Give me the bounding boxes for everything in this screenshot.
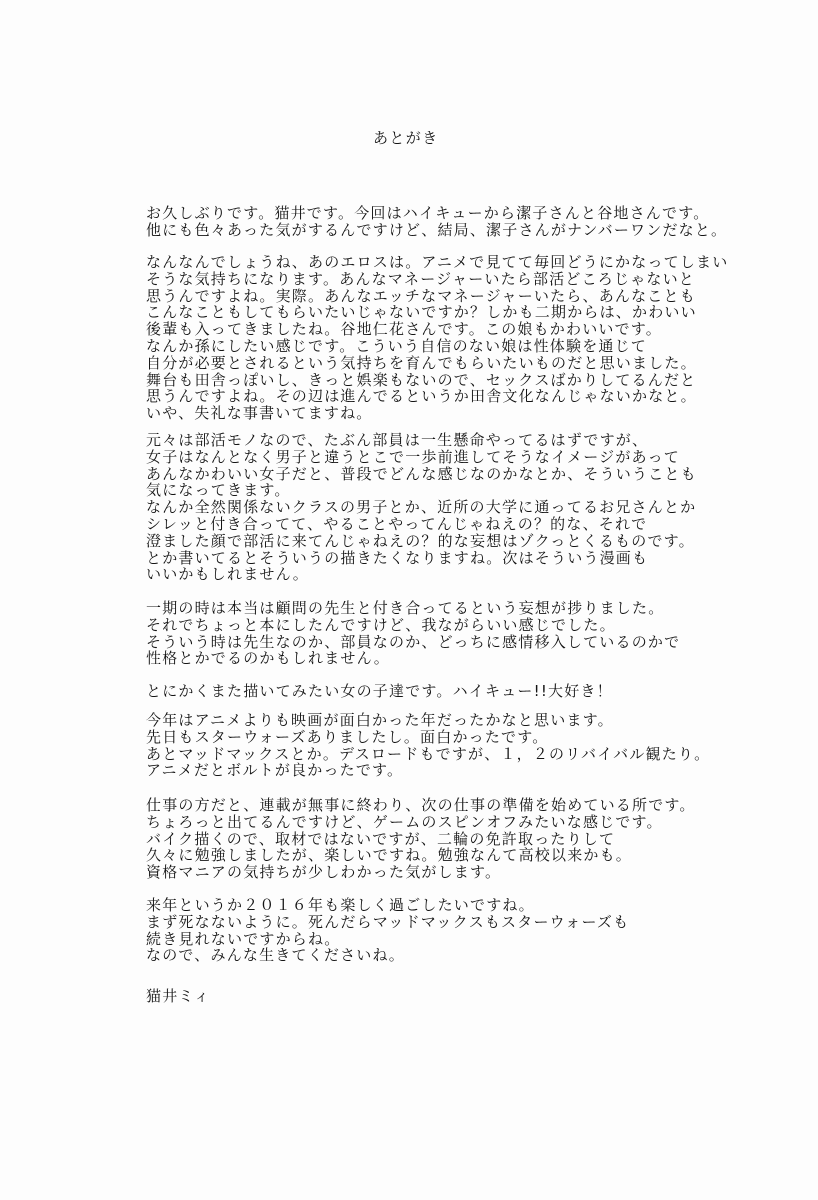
text-line: 資格マニアの気持ちが少しわかった気がします。	[146, 863, 502, 882]
paragraph	[146, 600, 680, 667]
text-line: 女子はなんとなく男子と違うとこで一歩前進してそうなイメージがあって	[146, 447, 681, 466]
text-line: なんなんでしょうね、あのエロスは。アニメで見てて毎回どうにかなってしまい	[146, 253, 729, 271]
text-line: シレッと付き合ってて、やることやってんじゃねえの？的な、それで	[146, 514, 648, 533]
text-line: 続き見れないですからね。	[146, 929, 341, 948]
text-line: バイク描くので、取材ではないですが、二輪の免許取ったりして	[146, 829, 616, 848]
text-line: なんか孫にしたい感じです。こういう自信のない娘は性体験を通じて	[146, 336, 648, 355]
paragraph	[146, 254, 728, 422]
text-line: 舞台も田舎っぽいし、きっと娯楽もないので、セックスばかりしてるんだと	[146, 370, 697, 389]
text-line: 仕事の方だと、連載が無事に終わり、次の仕事の準備を始めている所です。	[146, 796, 696, 814]
paragraph	[146, 712, 710, 779]
text-line: いいかもしれません。	[146, 565, 309, 584]
text-line: アニメだとボルトが良かったです。	[146, 761, 404, 780]
paragraph	[146, 897, 629, 964]
text-line: 久々に勉強しましたが、楽しいですね。勉強なんて高校以来かも。	[146, 846, 633, 865]
text-line: 澄ました顔で部活に来てんじゃねえの？的な妄想はゾクっとくるものです。	[146, 531, 695, 550]
paragraph-greeting	[146, 205, 727, 239]
text-line: 性格とかでるのかもしれません。	[146, 649, 390, 668]
text-line: なので、みんな生きてくださいね。	[146, 946, 405, 965]
text-line: 思うんですよね。その辺は進んでるというか田舎文化なんじゃないかなと。	[146, 387, 697, 406]
text-line: そういう時は先生なのか、部員なのか、どっちに感情移入しているのかで	[146, 632, 681, 651]
text-line: あんなかわいい女子だと、普段でどんな感じなのかなとか、そういうことも	[146, 464, 697, 483]
text-line: あとマッドマックスとか。デスロードもですが、１，２のリバイバル観たり。	[146, 744, 711, 763]
paragraph	[146, 683, 613, 700]
text-line: 後輩も入ってきましたね。谷地仁花さんです。この娘もかわいいです。	[146, 320, 663, 339]
text-line: 自分が必要とされるという気持ちを育んでもらいたいものだと思いました。	[146, 353, 697, 372]
text-line: そうな気持ちになります。あんなマネージャーいたら部活どころじゃないと	[146, 269, 696, 288]
text-line: ちょろっと出てるんですけど、ゲームのスピンオフみたいな感じです。	[146, 812, 663, 831]
text-line: なんか全然関係ないクラスの男子とか、近所の大学に通ってるお兄さんとか	[146, 498, 697, 517]
author-signature: 猫井ミィ	[146, 987, 211, 1005]
page-title: あとがき	[373, 129, 439, 147]
text-line: 元々は部活モノなので、たぶん部員は一生懸命やってるはずですが、	[146, 431, 649, 449]
text-line: とにかくまた描いてみたい女の子達です。ハイキュー!!大好き！	[146, 682, 613, 700]
text-line: 他にも色々あった気がするんですけど、結局、潔子さんがナンバーワンだなと。	[146, 220, 728, 239]
text-line: とか書いてるとそういうの描きたくなりますね。次はそういう漫画も	[146, 548, 649, 567]
text-line: 来年というか２０１６年も楽しく過ごしたいですね。	[146, 896, 535, 914]
text-line: 一期の時は本当は顧問の先生と付き合ってるという妄想が捗りました。	[146, 599, 665, 617]
text-line: 気になってきます。	[146, 481, 291, 500]
text-line: こんなこともしてもらいたいじゃないですか？しかも二期からは、かわいい	[146, 303, 697, 322]
text-line: それでちょっと本にしたんですけど、我ながらいい感じでした。	[146, 615, 616, 634]
text-line: まず死なないように。死んだらマッドマックスもスターウォーズも	[146, 912, 630, 931]
paragraph	[146, 432, 697, 583]
text-line: 思うんですよね。実際。あんなエッチなマネージャーいたら、あんなことも	[146, 286, 696, 305]
paragraph	[146, 797, 696, 881]
text-line: 今年はアニメよりも映画が面白かった年だったかなと思います。	[146, 711, 614, 729]
text-line: いや、失礼な事書いてますね。	[146, 404, 373, 423]
text-line: 先日もスターウォーズありましたし。面白かったです。	[146, 727, 549, 746]
text-line: お久しぶりです。猫井です。今回はハイキューから潔子さんと谷地さんです。	[146, 204, 710, 222]
